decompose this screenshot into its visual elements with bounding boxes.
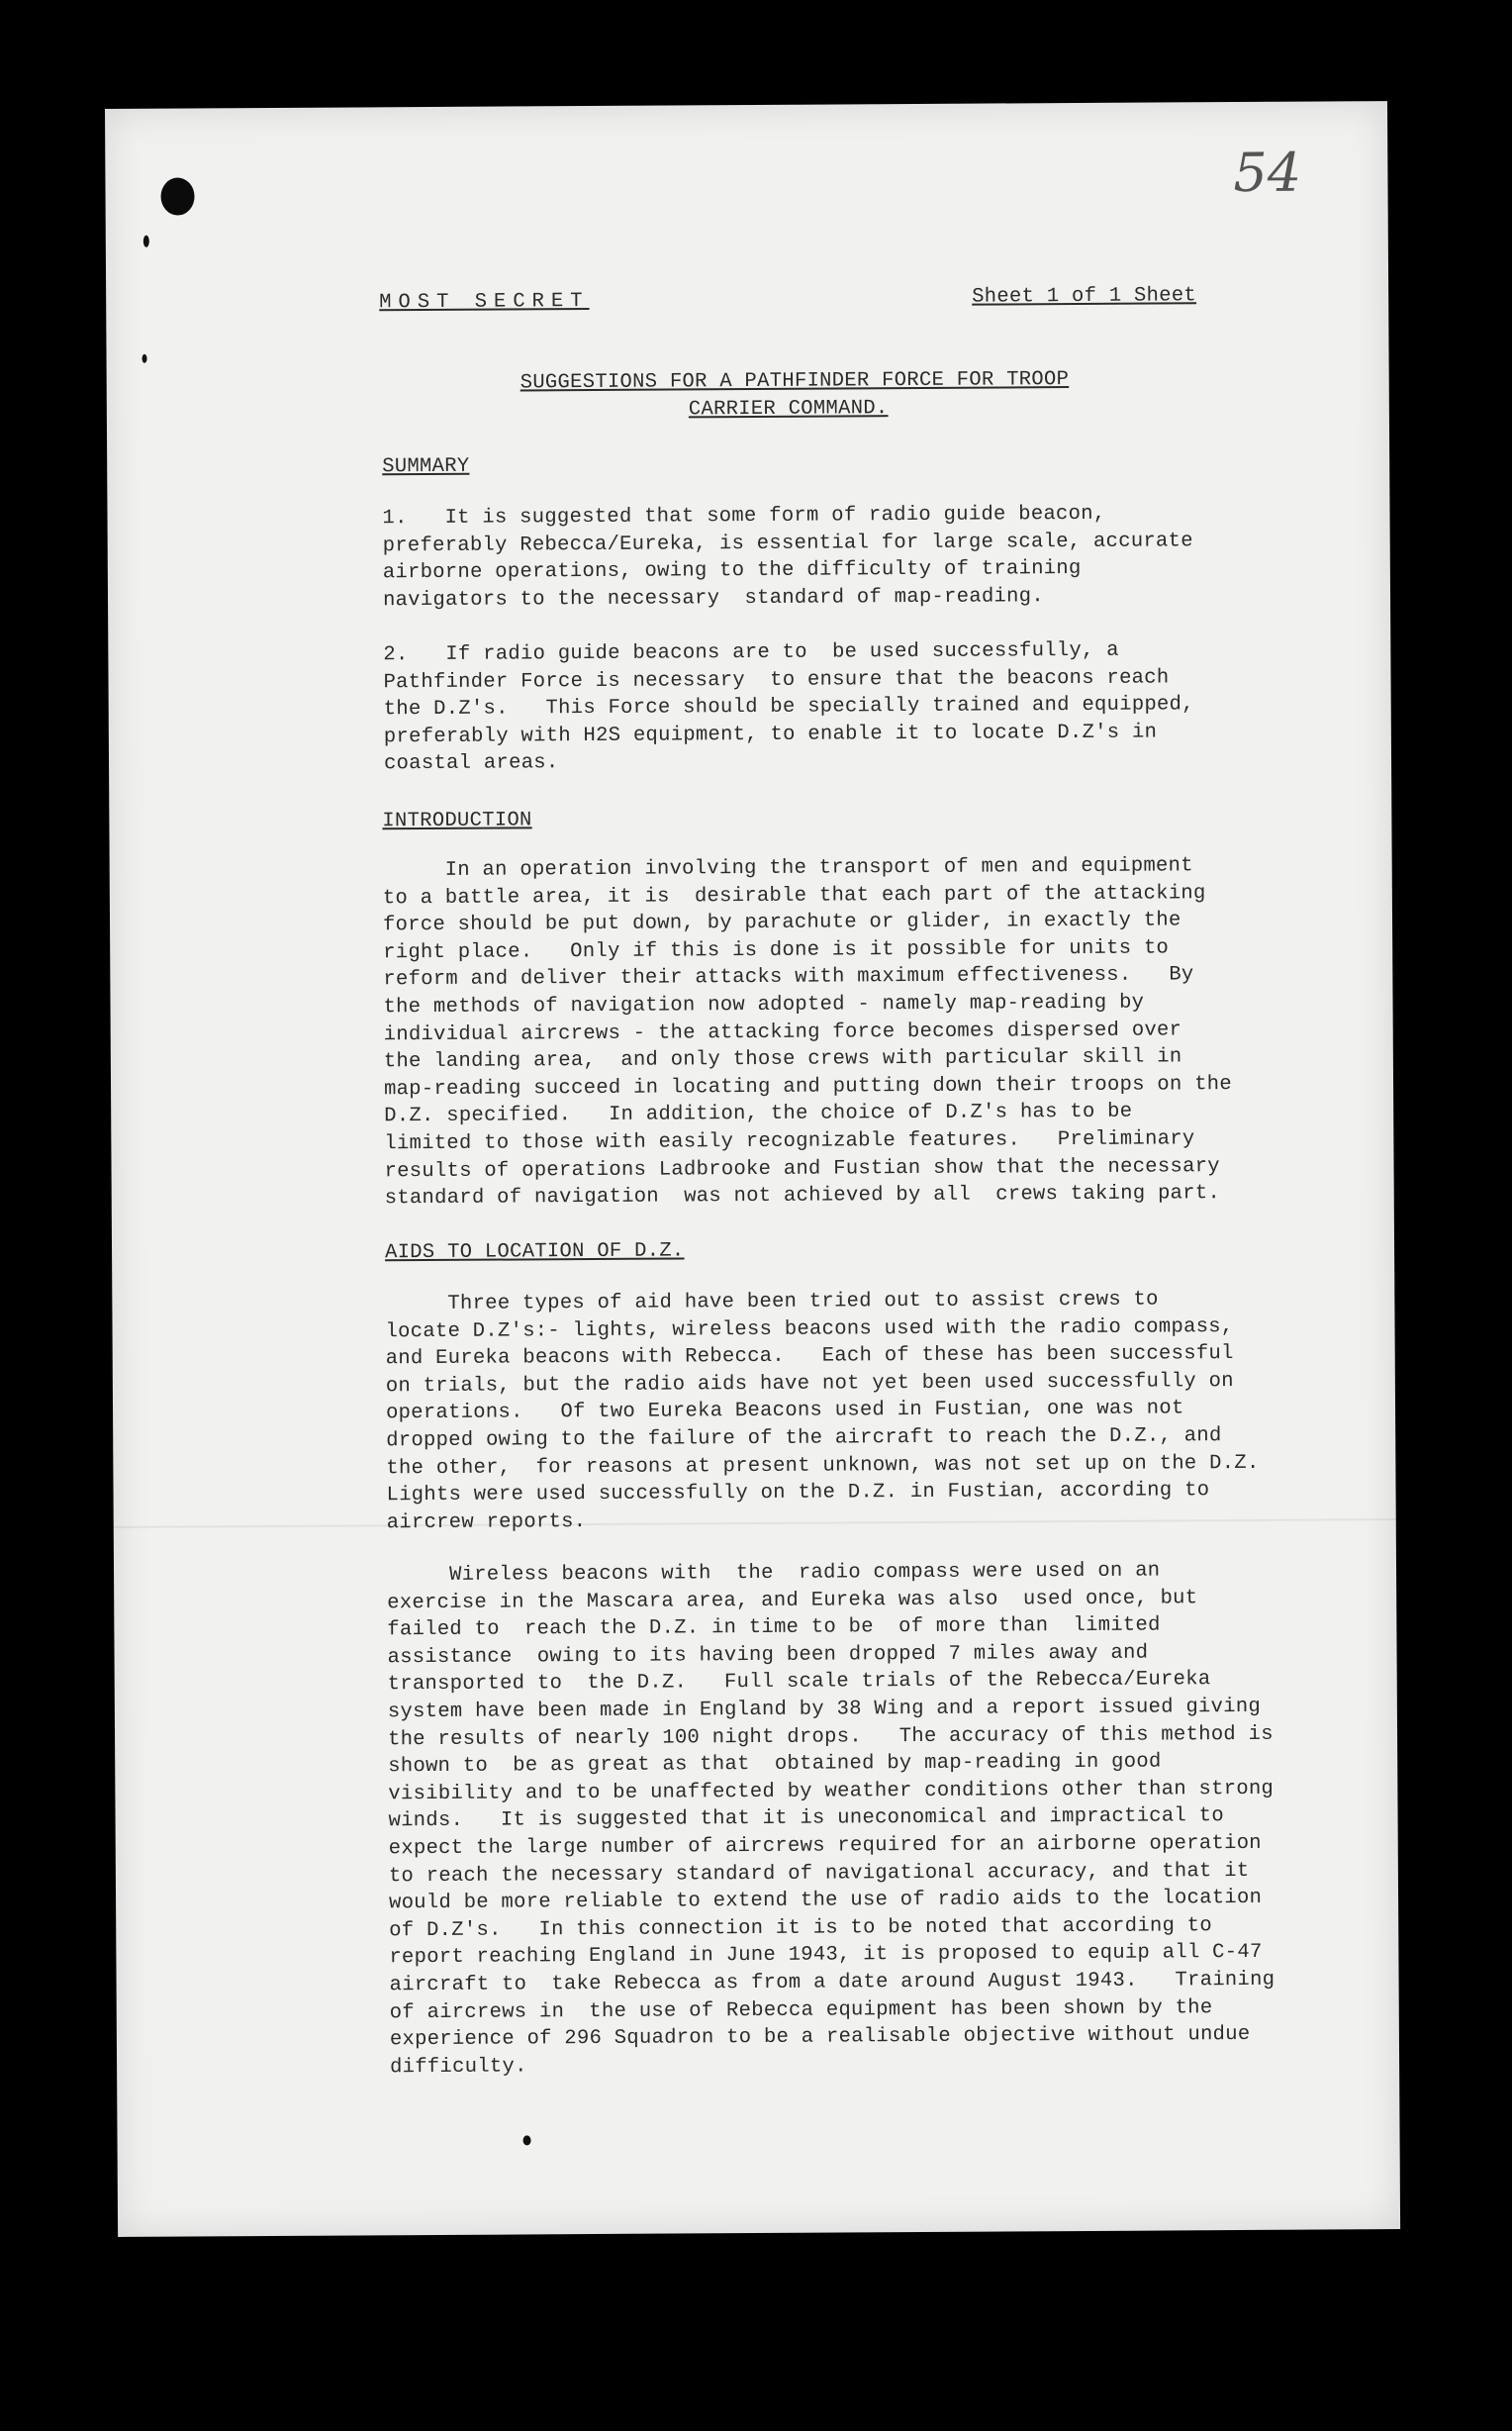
- text-line: the methods of navigation now adopted - namely map-reading by: [383, 991, 1145, 1020]
- text-line: winds. It is suggested that it is uneconomical and impractical to: [388, 1804, 1224, 1833]
- text-line: the D.Z's. This Force should be specially trained and equipped,: [383, 693, 1194, 722]
- introduction-heading: INTRODUCTION: [382, 809, 532, 833]
- text-line: preferably Rebecca/Eureka, is essential for large scale, accurate: [382, 529, 1193, 557]
- punch-hole: [160, 177, 194, 215]
- text-line: navigators to the necessary standard of map-reading.: [382, 584, 1045, 613]
- text-line: airborne operations, owing to the difficulty of training: [382, 557, 1082, 585]
- text-line: Three types of aid have been tried out to assist crews to: [385, 1288, 1159, 1316]
- text-line: the landing area, and only those crews with particular skill in: [383, 1045, 1182, 1074]
- text-line: preferably with H2S equipment, to enable it to locate D.Z's in: [383, 721, 1158, 749]
- aids-paragraph-2: [387, 1557, 1276, 2082]
- sheet-marking: Sheet 1 of 1 Sheet: [972, 284, 1197, 309]
- text-line: results of operations Ladbrooke and Fustian show that the necessary: [384, 1154, 1220, 1183]
- summary-paragraph-1: [382, 500, 1193, 614]
- text-line: Wireless beacons with the radio compass were used on an: [386, 1559, 1161, 1588]
- ink-speck: [143, 236, 149, 247]
- text-line: Pathfinder Force is necessary to ensure that the beacons reach: [383, 666, 1170, 694]
- text-line: In an operation involving the transport of men and equipment: [382, 854, 1193, 883]
- text-line: expect the large number of aircrews required for an airborne operation: [388, 1831, 1262, 1861]
- text-line: coastal areas.: [383, 751, 559, 776]
- text-line: individual aircrews - the attacking force becomes dispersed over: [383, 1018, 1182, 1046]
- text-line: 2. If radio guide beacons are to be used successfully, a: [383, 638, 1119, 667]
- ink-speck: [523, 2135, 531, 2145]
- text-line: Lights were used successfully on the D.Z. in Fustian, according to: [386, 1479, 1210, 1507]
- text-line: 1. It is suggested that some form of radio guide beacon,: [382, 502, 1106, 531]
- text-line: reform and deliver their attacks with maximum effectiveness. By: [383, 963, 1194, 992]
- text-line: the results of nearly 100 night drops. The accuracy of this method is: [387, 1722, 1274, 1751]
- document-title-line-2: CARRIER COMMAND.: [688, 397, 889, 422]
- text-line: exercise in the Mascara area, and Eureka was also used once, but: [387, 1586, 1198, 1614]
- text-line: would be more reliable to extend the use of radio aids to the location: [389, 1887, 1263, 1915]
- text-line: aircrew reports.: [386, 1509, 587, 1535]
- text-line: force should be put down, by parachute or glider, in exactly the: [382, 909, 1181, 937]
- text-line: of D.Z's. In this connection it is to be noted that according to: [389, 1913, 1213, 1942]
- text-line: right place. Only if this is done is it possible for units to: [383, 936, 1170, 965]
- text-line: to a battle area, it is desirable that each part of the attacking: [382, 881, 1206, 910]
- text-line: to reach the necessary standard of navigational accuracy, and that it: [388, 1859, 1250, 1888]
- text-line: standard of navigation was not achieved by all crews taking part.: [384, 1182, 1221, 1211]
- text-line: dropped owing to the failure of the aircraft to reach the D.Z., and: [386, 1424, 1222, 1453]
- introduction-paragraph: [383, 852, 1233, 1213]
- document-page: [105, 101, 1400, 2237]
- text-line: experience of 296 Squadron to be a realisable objective without undue: [389, 2023, 1251, 2052]
- text-line: system have been made in England by 38 Wing and a report issued giving: [387, 1695, 1262, 1724]
- text-line: on trials, but the radio aids have not yet been used successfully on: [385, 1369, 1234, 1399]
- text-line: failed to reach the D.Z. in time to be of more than limited: [387, 1613, 1161, 1642]
- text-line: D.Z. specified. In addition, the choice of D.Z's has to be: [384, 1101, 1133, 1128]
- classification-marking: MOST SECRET: [379, 290, 590, 315]
- text-line: and Eureka beacons with Rebecca. Each of these has been successful: [385, 1342, 1234, 1371]
- aids-paragraph-1: [385, 1286, 1260, 1537]
- text-line: visibility and to be unaffected by weather conditions other than strong: [388, 1777, 1275, 1806]
- ink-speck: [142, 354, 147, 363]
- text-line: the other, for reasons at present unknown, was not set up on the D.Z.: [386, 1451, 1260, 1480]
- text-line: transported to the D.Z. Full scale trials of the Rebecca/Eureka: [387, 1668, 1211, 1697]
- summary-heading: SUMMARY: [382, 454, 470, 479]
- text-line: report reaching England in June 1943, it is proposed to equip all C-47: [389, 1941, 1263, 1970]
- text-line: limited to those with easily recognizable features. Preliminary: [384, 1127, 1195, 1156]
- text-line: operations. Of two Eureka Beacons used in Fustian, one was not: [385, 1397, 1184, 1425]
- text-line: locate D.Z's:- lights, wireless beacons used with the radio compass,: [385, 1314, 1234, 1343]
- page-number: 54: [1233, 141, 1302, 205]
- text-line: shown to be as great as that obtained by map-reading in good: [388, 1750, 1162, 1779]
- text-line: of aircrews in the use of Rebecca equipment has been shown by the: [389, 1995, 1213, 2024]
- text-line: difficulty.: [390, 2055, 527, 2079]
- aids-heading: AIDS TO LOCATION OF D.Z.: [384, 1239, 685, 1265]
- text-line: assistance owing to its having been dropped 7 miles away and: [387, 1641, 1149, 1670]
- summary-paragraph-2: [383, 636, 1194, 778]
- document-title-line-1: SUGGESTIONS FOR A PATHFINDER FORCE FOR TROOP: [520, 368, 1070, 395]
- text-line: map-reading succeed in locating and putting down their troops on the: [383, 1072, 1233, 1102]
- text-line: aircraft to take Rebecca as from a date around August 1943. Training: [389, 1968, 1276, 1997]
